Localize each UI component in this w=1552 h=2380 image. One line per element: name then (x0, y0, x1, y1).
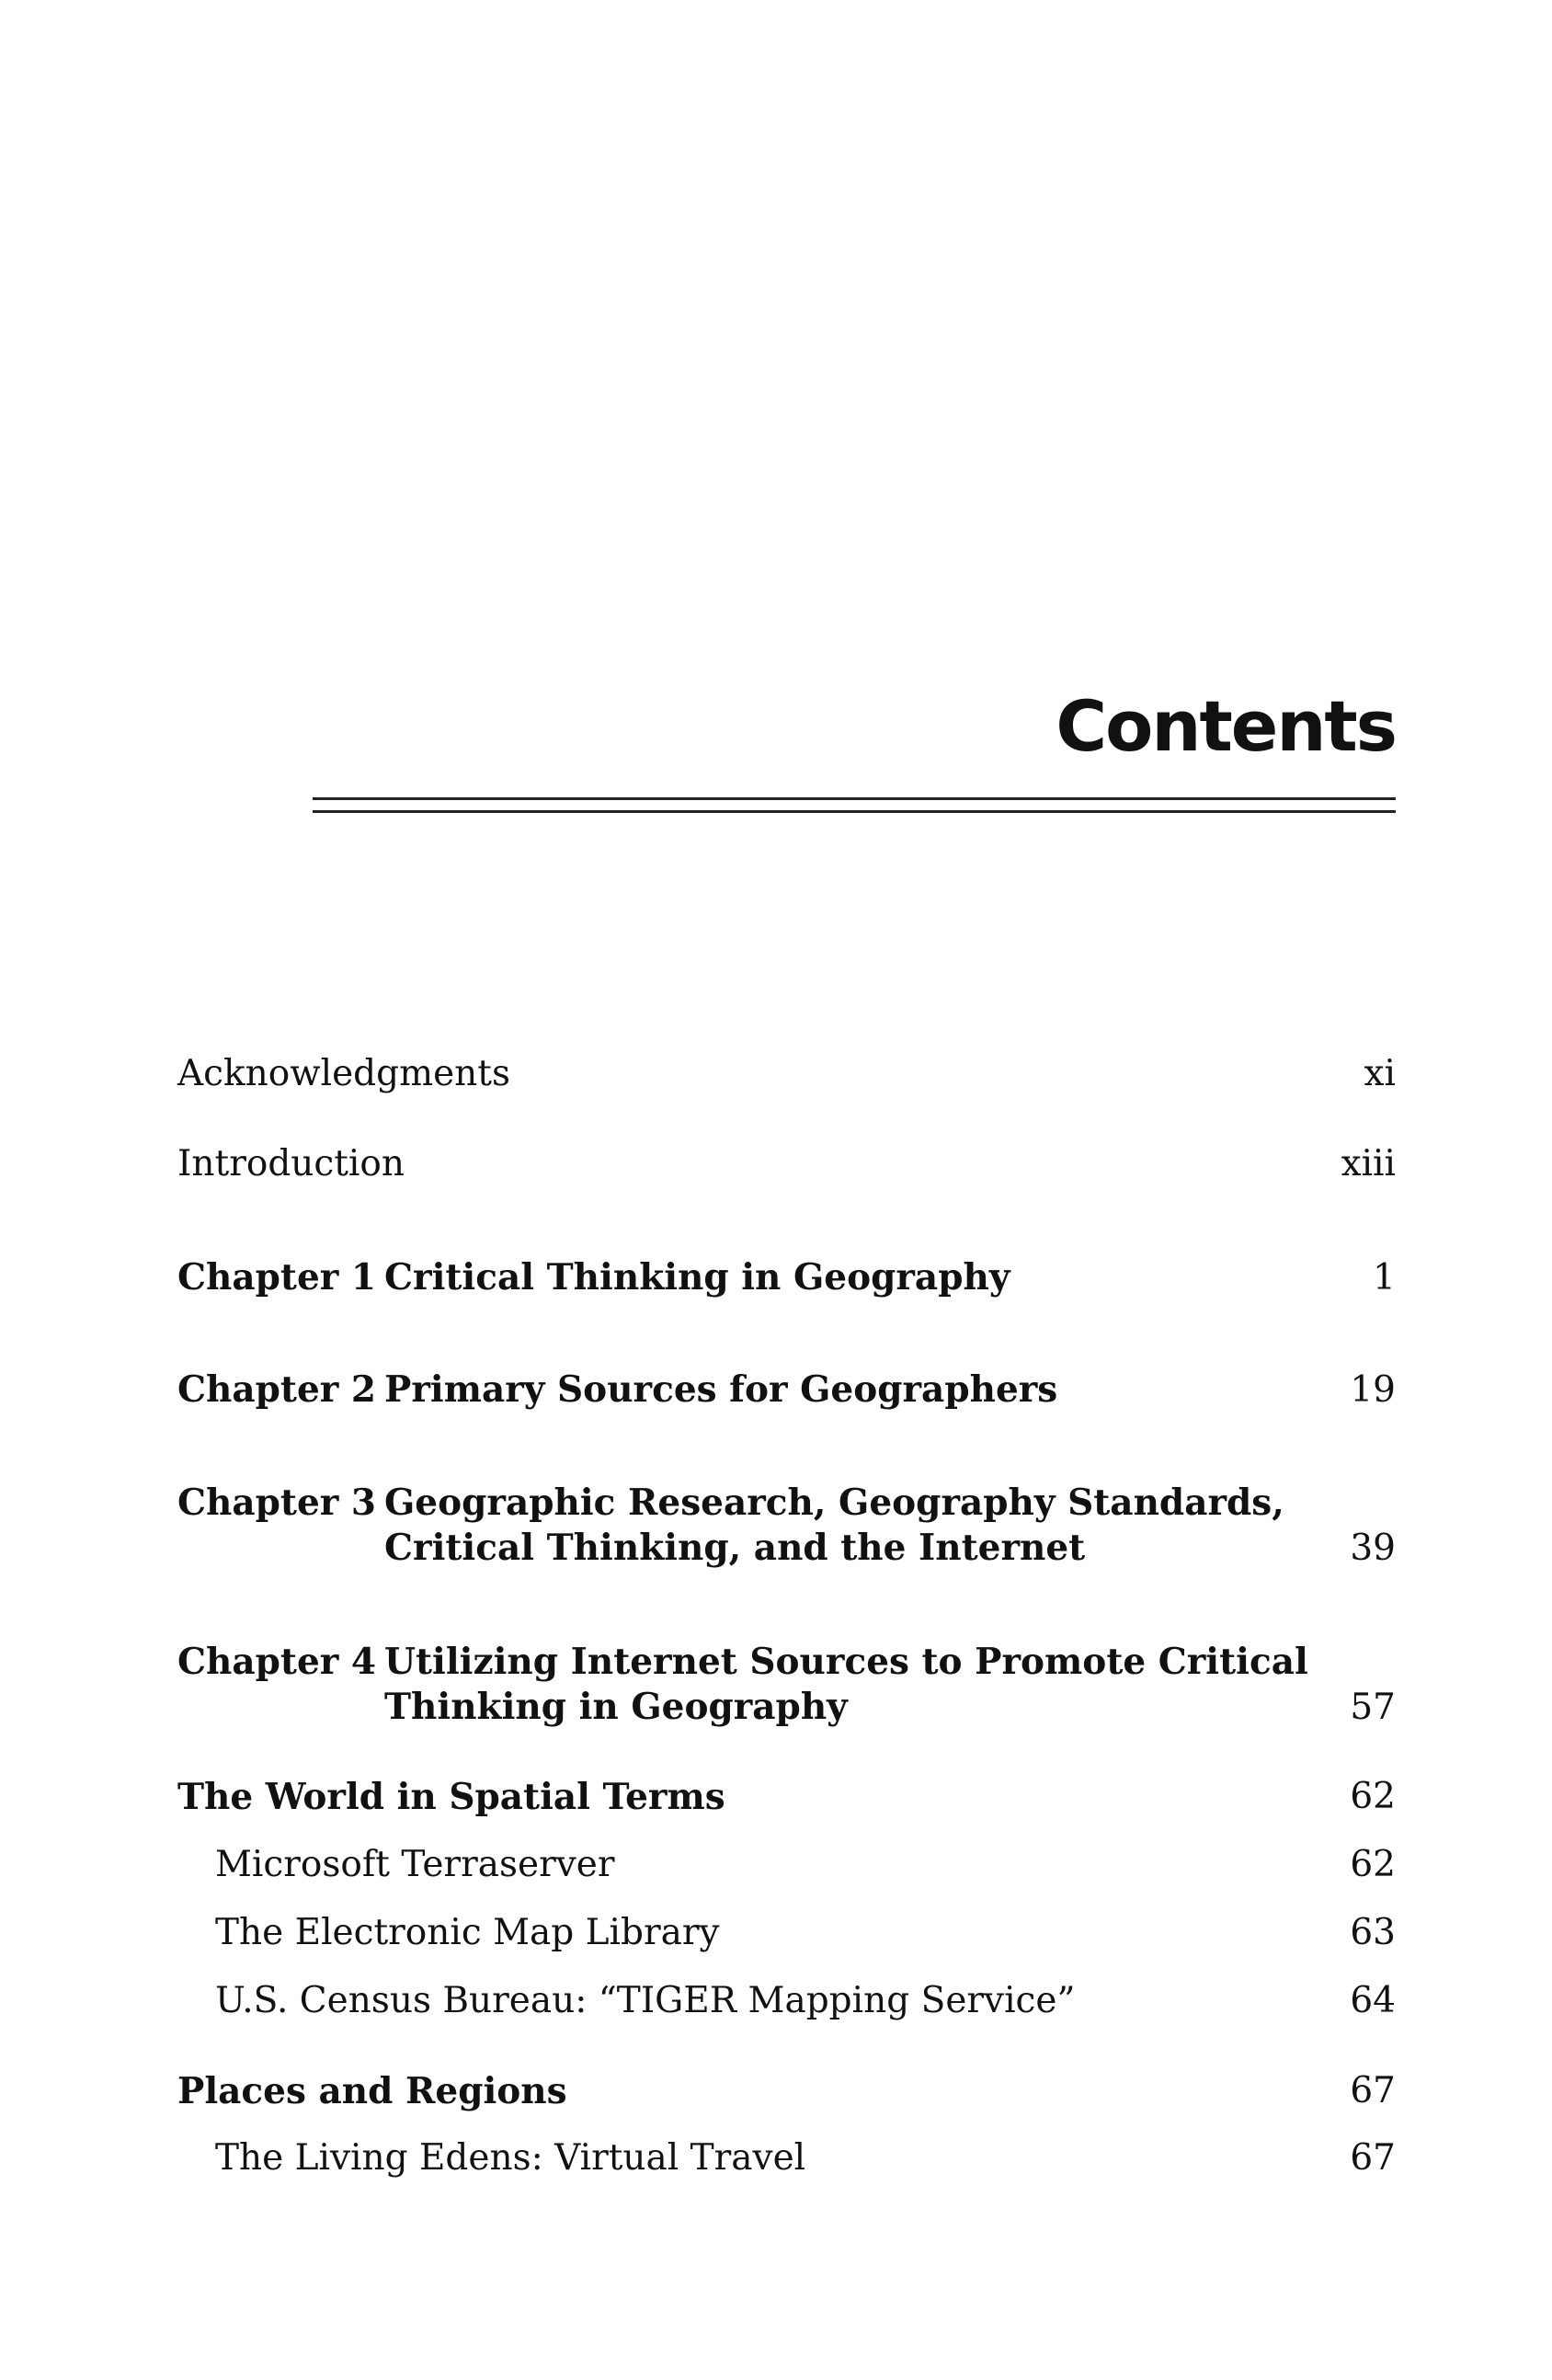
toc-entry-label: Acknowledgments (177, 1053, 510, 1094)
title-rule-top (313, 797, 1396, 800)
toc-chapter-3[interactable] (177, 1481, 1396, 1573)
toc-entry-label: The Living Edens: Virtual Travel (215, 2137, 806, 2179)
chapter-title-line: Critical Thinking, and the Internet (384, 1527, 1086, 1569)
toc-entry-label: The Electronic Map Library (215, 1912, 720, 1953)
toc-chapter-1[interactable] (177, 1255, 1396, 1301)
chapter-number: Chapter 1 (177, 1256, 377, 1299)
toc-entry-label: Introduction (177, 1143, 405, 1184)
toc-entry-page: xi (1364, 1053, 1396, 1094)
chapter-title (384, 1640, 1308, 1730)
chapter-page: 39 (1350, 1528, 1396, 1569)
chapter-title (384, 1367, 1304, 1413)
toc-entry-label: Microsoft Terraserver (215, 1844, 615, 1885)
page-title: Contents (1056, 685, 1396, 767)
toc-chapter-2[interactable] (177, 1367, 1396, 1413)
toc-entry-acknowledgments[interactable] (177, 1052, 1396, 1107)
toc-section-places-and-regions[interactable] (177, 2069, 1396, 2124)
chapter-page: 57 (1350, 1687, 1396, 1728)
chapter-page: 19 (1350, 1369, 1396, 1411)
chapter-title-line: Primary Sources for Geographers (384, 1368, 1058, 1411)
section-page: 62 (1350, 1776, 1396, 1817)
chapter-title-line: Utilizing Internet Sources to Promote Critical (384, 1641, 1308, 1683)
chapter-number: Chapter 4 (177, 1641, 377, 1683)
toc-entry-introduction[interactable] (177, 1142, 1396, 1197)
chapter-title-line: Critical Thinking in Geography (384, 1256, 1010, 1299)
chapter-page: 1 (1373, 1257, 1396, 1299)
toc-entry-label: U.S. Census Bureau: “TIGER Mapping Service” (215, 1980, 1076, 2021)
chapter-number: Chapter 2 (177, 1368, 377, 1411)
chapter-title (384, 1481, 1304, 1571)
toc-entry-page: 67 (1350, 2137, 1396, 2179)
toc-entry-electronic-map-library[interactable] (177, 1911, 1396, 1966)
toc-entry-page: 63 (1350, 1912, 1396, 1953)
toc-entry-tiger-mapping-service[interactable] (177, 1979, 1396, 2034)
section-title: The World in Spatial Terms (177, 1776, 725, 1818)
toc-chapter-4[interactable] (177, 1640, 1396, 1732)
toc-entry-microsoft-terraserver[interactable] (177, 1843, 1396, 1898)
chapter-title (384, 1255, 1304, 1300)
toc-entry-page: 62 (1350, 1844, 1396, 1885)
toc-entry-living-edens[interactable] (177, 2136, 1396, 2191)
toc-section-world-in-spatial-terms[interactable] (177, 1775, 1396, 1830)
chapter-title-line: Geographic Research, Geography Standards, (384, 1482, 1284, 1524)
toc-entry-page: xiii (1341, 1143, 1396, 1184)
toc-entry-page: 64 (1350, 1980, 1396, 2021)
title-rule-bottom (313, 810, 1396, 813)
section-page: 67 (1350, 2070, 1396, 2111)
chapter-title-line: Thinking in Geography (384, 1686, 848, 1728)
section-title: Places and Regions (177, 2070, 567, 2112)
chapter-number: Chapter 3 (177, 1482, 377, 1524)
